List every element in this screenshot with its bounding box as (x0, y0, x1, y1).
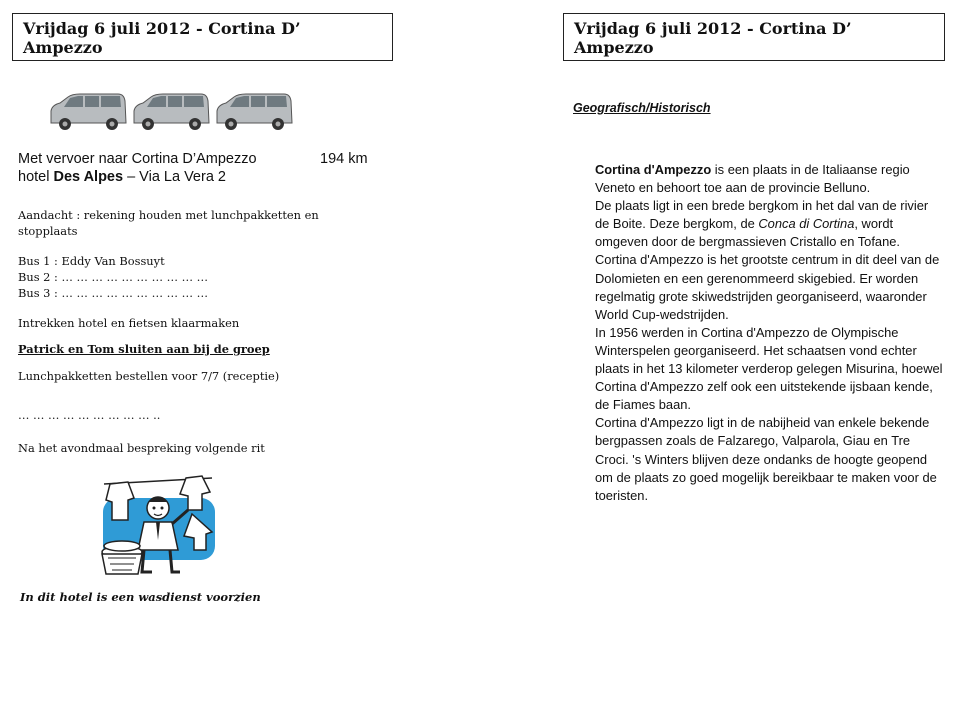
bus-list (18, 253, 208, 301)
hotel-line: hotel Des Alpes – Via La Vera 2 (18, 169, 226, 185)
left-title: Vrijdag 6 juli 2012 - Cortina D’ Ampezzo (12, 13, 393, 61)
bus-3: Bus 3 : … … … … … … … … … … (18, 286, 208, 300)
lunch-order: Lunchpakketten bestellen voor 7/7 (receptie) (18, 369, 280, 383)
distance: 194 km (320, 151, 368, 167)
paragraph-1: Cortina d'Ampezzo is een plaats in de Italiaanse regio Veneto en behoort toe aan de provincie Belluno. (595, 162, 910, 196)
join-group-note: Patrick en Tom sluiten aan bij de groep (18, 342, 270, 356)
van-icon (51, 94, 126, 130)
paragraph-3: In 1956 werden in Cortina d'Ampezzo de Olympische Winterspelen georganiseerd. Het schaatsen vond echter plaats in het 13 kilometer verderop gelegen Misurina, hoewel Cortina d'Ampezzo zelf ook een uitstekende ijsbaan kende, de Fiames baan. (595, 324, 943, 413)
section-heading: Geografisch/Historisch (573, 101, 711, 115)
van-icon (134, 94, 209, 130)
vans-illustration (48, 93, 293, 135)
paragraph-4: Cortina d'Ampezzo ligt in de nabijheid van enkele bekende bergpassen zoals de Falzarego, Valparola, Giau en Tre Croci. 's Winters blijven deze ondanks de hoogte geopend om de plaats zo goed mogelijk bereikbaar te maken voor de toeristen. (595, 415, 937, 503)
bus-1: Bus 1 : Eddy Van Bossuyt (18, 254, 165, 268)
bus-2: Bus 2 : … … … … … … … … … … (18, 270, 208, 284)
laundry-note: In dit hotel is een wasdienst voorzien (20, 590, 261, 604)
hotel-check-in: Intrekken hotel en fietsen klaarmaken (18, 316, 240, 330)
hotel-name: Des Alpes (53, 169, 124, 185)
laundry-illustration (98, 470, 218, 578)
right-title: Vrijdag 6 juli 2012 - Cortina D’ Ampezzo (563, 13, 945, 61)
paragraph-2: De plaats ligt in een brede bergkom in het dal van de rivier de Boite. Deze bergkom, de Conca di Cortina, wordt omgeven door de bergmassieven Cristallo en Tofane. Cortina d'Ampezzo is het grootste centrum in dit deel van de Dolomieten en een gerenommeerd skigebied. Er worden regelmatig grote skiwedstrijden georganiseerd, waaronder World Cup-wedstrijden. (595, 198, 940, 322)
transport-block (18, 150, 368, 186)
dots-line: … … … … … … … … … .. (18, 408, 161, 422)
attention-note: Aandacht : rekening houden met lunchpakketten en stopplaats (18, 208, 319, 238)
evening-note: Na het avondmaal bespreking volgende rit (18, 441, 265, 455)
transport-line: Met vervoer naar Cortina D’Ampezzo (18, 151, 257, 167)
article-text (595, 161, 945, 505)
van-icon (217, 94, 292, 130)
